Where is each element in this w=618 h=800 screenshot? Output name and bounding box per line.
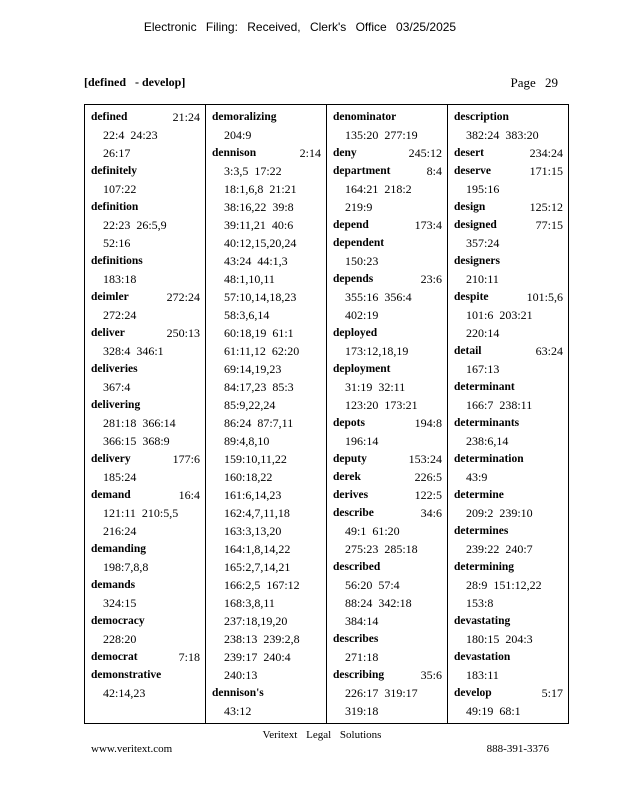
index-entry [454,144,563,162]
index-ref-line: 26:17 [103,146,131,160]
index-entry-head [454,558,563,576]
index-ref-inline: 63:24 [535,344,563,358]
index-ref-line: 355:16 356:4 [345,290,412,304]
index-ref-line: 198:7,8,8 [103,560,149,574]
index-entry-head [454,414,563,432]
index-column-4 [448,105,568,723]
index-entry-head [454,450,563,468]
index-term: dennison's [212,687,264,699]
index-term: despite [454,291,489,303]
index-entry [454,198,563,216]
index-ref-inline: 77:15 [535,218,563,232]
index-ref-line: 195:16 [466,182,500,196]
index-entry [333,450,442,468]
index-term: demand [91,489,131,501]
index-ref-line: 121:11 210:5,5 [103,506,179,520]
index-term: described [333,561,381,573]
footer-phone: 888-391-3376 [486,743,549,755]
index-entry-head [91,252,200,270]
index-ref-line: 42:14,23 [103,686,146,700]
index-ref-line: 107:22 [103,182,137,196]
index-entry-head [333,450,442,468]
index-ref-line: 328:4 346:1 [103,344,164,358]
index-entry [454,252,563,288]
index-ref-line: 38:16,22 39:8 [224,200,294,214]
index-ref-line: 61:11,12 62:20 [224,344,300,358]
index-term: defined [91,111,128,123]
index-ref-line: 210:11 [466,272,499,286]
index-entry [91,252,200,288]
index-entry [91,486,200,540]
index-entry [91,360,200,396]
index-ref-line: 165:2,7,14,21 [224,560,291,574]
index-ref-line: 88:24 342:18 [345,596,412,610]
index-entry [91,162,200,198]
index-entry [454,450,563,486]
index-ref-line: 153:8 [466,596,494,610]
index-term: democracy [91,615,145,627]
index-entry-head [91,396,200,414]
index-ref-line: 89:4,8,10 [224,434,270,448]
index-entry-head [333,630,442,648]
index-term: delivery [91,453,131,465]
index-term: demoralizing [212,111,277,123]
index-ref-line: 239:22 240:7 [466,542,533,556]
index-term: definitely [91,165,137,177]
index-entry [454,378,563,414]
index-ref-inline: 35:6 [420,668,442,682]
index-term: depends [333,273,374,285]
index-ref-line: 402:19 [345,308,379,322]
index-ref-line: 366:15 368:9 [103,434,170,448]
index-term: desert [454,147,485,159]
index-entry [91,666,200,702]
index-ref-line: 216:24 [103,524,137,538]
index-entry [454,108,563,144]
index-entry [333,630,442,666]
index-entry-head [454,288,563,306]
index-ref-line: 161:6,14,23 [224,488,282,502]
index-term: determination [454,453,524,465]
index-term: department [333,165,391,177]
index-entry [91,576,200,612]
index-ref-inline: 173:4 [414,218,442,232]
index-ref-line: 226:17 319:17 [345,686,418,700]
index-ref-line: 240:13 [224,668,258,682]
index-ref-line: 18:1,6,8 21:21 [224,182,297,196]
index-ref-line: 183:18 [103,272,137,286]
index-ref-line: 163:3,13,20 [224,524,282,538]
index-ref-line: 185:24 [103,470,137,484]
index-entry-head [454,198,563,216]
index-entry-head [454,216,563,234]
index-ref-line: 281:18 366:14 [103,416,176,430]
index-entry [333,216,442,234]
index-ref-line: 57:10,14,18,23 [224,290,297,304]
index-entry-head [454,522,563,540]
index-entry [91,324,200,360]
index-entry-head [91,360,200,378]
index-term: determinants [454,417,520,429]
index-term: deserve [454,165,492,177]
index-entry-head [454,342,563,360]
index-ref-line: 22:23 26:5,9 [103,218,167,232]
index-ref-line: 228:20 [103,632,137,646]
index-ref-inline: 101:5,6 [526,290,563,304]
index-ref-line: 173:12,18,19 [345,344,409,358]
index-column-1 [85,105,206,723]
index-ref-inline: 16:4 [178,488,200,502]
index-term: deny [333,147,357,159]
index-entry [91,612,200,648]
index-term: determining [454,561,515,573]
index-term: definition [91,201,139,213]
index-entry-head [91,108,200,126]
index-entry-head [333,666,442,684]
index-term: describes [333,633,379,645]
index-term: demonstrative [91,669,162,681]
index-ref-inline: 34:6 [420,506,442,520]
index-ref-line: 101:6 203:21 [466,308,533,322]
index-entry [333,414,442,450]
index-ref-line: 85:9,22,24 [224,398,276,412]
index-term: demanding [91,543,146,555]
index-ref-line: 196:14 [345,434,379,448]
index-ref-line: 272:24 [103,308,137,322]
index-entry [333,144,442,162]
index-entry [333,558,442,630]
index-entry [333,504,442,558]
index-term: derek [333,471,361,483]
index-entry-head [91,666,200,684]
index-entry-head [454,144,563,162]
index-entry-head [454,378,563,396]
index-term: derives [333,489,369,501]
index-entry [454,288,563,342]
index-ref-line: 31:19 32:11 [345,380,406,394]
index-term: devastating [454,615,511,627]
index-entry-head [333,216,442,234]
index-entry [454,342,563,378]
index-entry-head [333,144,442,162]
index-entry-head [333,486,442,504]
index-entry [91,198,200,252]
index-entry-head [454,252,563,270]
index-entry-head [333,234,442,252]
index-entry [454,162,563,198]
index-term: deployed [333,327,378,339]
index-ref-line: 219:9 [345,200,373,214]
index-ref-line: 162:4,7,11,18 [224,506,290,520]
index-term: describing [333,669,385,681]
index-ref-line: 159:10,11,22 [224,452,287,466]
index-term: dennison [212,147,257,159]
index-ref-line: 183:11 [466,668,499,682]
index-ref-line: 52:16 [103,236,131,250]
index-ref-line: 238:13 239:2,8 [224,632,300,646]
index-entry [454,522,563,558]
index-term: determines [454,525,509,537]
index-entry [333,360,442,414]
index-ref-line: 180:15 204:3 [466,632,533,646]
index-entry-head [333,324,442,342]
index-term: definitions [91,255,143,267]
index-ref-line: 239:17 240:4 [224,650,291,664]
index-entry [333,234,442,270]
index-entry [91,648,200,666]
page-number: Page 29 [510,75,558,90]
index-ref-line: 135:20 277:19 [345,128,418,142]
index-ref-line: 319:18 [345,704,379,718]
index-entry-head [91,450,200,468]
index-term: dependent [333,237,385,249]
index-term: designers [454,255,500,267]
index-entry-head [333,414,442,432]
index-ref-line: 166:7 238:11 [466,398,533,412]
index-entry [91,396,200,450]
index-ref-inline: 2:14 [299,146,321,160]
index-ref-line: 49:1 61:20 [345,524,400,538]
index-ref-line: 43:9 [466,470,488,484]
index-entry [454,486,563,522]
index-ref-line: 357:24 [466,236,500,250]
index-ref-line: 237:18,19,20 [224,614,288,628]
index-ref-line: 43:24 44:1,3 [224,254,288,268]
index-ref-line: 209:2 239:10 [466,506,533,520]
index-term: deputy [333,453,367,465]
index-entry-head [91,486,200,504]
index-ref-line: 48:1,10,11 [224,272,275,286]
index-entry-head [454,612,563,630]
index-ref-line: 69:14,19,23 [224,362,282,376]
index-entry-head [454,684,563,702]
index-entry-head [91,288,200,306]
index-entry [333,324,442,360]
index-ref-inline: 245:12 [408,146,442,160]
index-ref-line: 43:12 [224,704,252,718]
index-term: deimler [91,291,129,303]
footer-website: www.veritext.com [91,743,173,755]
index-ref-line: 39:11,21 40:6 [224,218,294,232]
index-ref-line: 84:17,23 85:3 [224,380,294,394]
index-ref-inline: 122:5 [414,488,442,502]
index-ref-inline: 7:18 [178,650,200,664]
index-entry [91,288,200,324]
index-entry-head [333,360,442,378]
index-term: democrat [91,651,138,663]
index-entry-head [91,648,200,666]
index-entry [454,216,563,252]
index-ref-inline: 194:8 [414,416,442,430]
index-entry [333,468,442,486]
index-entry-head [333,558,442,576]
index-ref-line: 123:20 173:21 [345,398,418,412]
index-ref-line: 167:13 [466,362,500,376]
index-ref-line: 271:18 [345,650,379,664]
index-entry [454,414,563,450]
index-ref-line: 160:18,22 [224,470,273,484]
index-entry-head [454,486,563,504]
index-ref-line: 168:3,8,11 [224,596,275,610]
index-entry-head [333,108,442,126]
index-term: detail [454,345,482,357]
index-entry-head [454,108,563,126]
index-ref-inline: 125:12 [529,200,563,214]
index-entry-head [454,162,563,180]
index-ref-line: 382:24 383:20 [466,128,539,142]
index-term: determine [454,489,504,501]
index-term: description [454,111,509,123]
index-term: deployment [333,363,391,375]
index-entry-head [91,576,200,594]
index-entry [454,684,563,720]
index-entry [333,270,442,324]
index-entry [333,486,442,504]
index-entry [454,558,563,612]
index-ref-line: 384:14 [345,614,379,628]
index-term: demands [91,579,136,591]
index-ref-line: 56:20 57:4 [345,578,400,592]
index-ref-inline: 8:4 [426,164,442,178]
index-entry-head [212,144,321,162]
index-entry [91,450,200,486]
index-ref-line: 60:18,19 61:1 [224,326,294,340]
index-ref-line: 324:15 [103,596,137,610]
index-ref-line: 164:1,8,14,22 [224,542,291,556]
index-ref-line: 28:9 151:12,22 [466,578,542,592]
index-entry-head [91,162,200,180]
index-term: design [454,201,486,213]
index-entry-head [91,612,200,630]
index-entry-head [333,504,442,522]
index-entry [91,108,200,162]
index-entry [333,162,442,216]
index-ref-inline: 21:24 [172,110,200,124]
index-term: develop [454,687,492,699]
index-entry [333,666,442,720]
index-ref-inline: 250:13 [166,326,200,340]
index-ref-inline: 5:17 [541,686,563,700]
index-ref-inline: 153:24 [408,452,442,466]
index-entry-head [212,684,321,702]
index-term: deliver [91,327,125,339]
index-ref-inline: 23:6 [420,272,442,286]
index-ref-line: 22:4 24:23 [103,128,158,142]
index-entry [454,648,563,684]
index-term: determinant [454,381,515,393]
index-entry [333,108,442,144]
index-entry-head [91,324,200,342]
index-term: devastation [454,651,511,663]
index-ref-line: 3:3,5 17:22 [224,164,282,178]
index-table [84,104,569,724]
index-entry-head [212,108,321,126]
index-term: designed [454,219,497,231]
index-entry-head [333,468,442,486]
index-term: depots [333,417,365,429]
index-term: deliveries [91,363,138,375]
index-ref-line: 58:3,6,14 [224,308,270,322]
index-ref-line: 220:14 [466,326,500,340]
index-entry-head [91,540,200,558]
filing-stamp: Electronic Filing: Received, Clerk's Office 03/25/2025 [143,20,457,34]
index-entry [212,108,321,144]
index-entry-head [333,270,442,288]
index-ref-line: 164:21 218:2 [345,182,412,196]
footer-company: Veritext Legal Solutions [262,729,382,741]
index-entry [91,540,200,576]
index-ref-line: 49:19 68:1 [466,704,521,718]
index-ref-inline: 226:5 [414,470,442,484]
index-column-2 [206,105,327,723]
index-ref-line: 40:12,15,20,24 [224,236,297,250]
index-ref-inline: 171:15 [529,164,563,178]
index-ref-line: 150:23 [345,254,379,268]
index-entry [212,144,321,684]
index-ref-line: 86:24 87:7,11 [224,416,294,430]
index-term: denominator [333,111,397,123]
index-entry [454,612,563,648]
index-term: describe [333,507,374,519]
index-entry-head [333,162,442,180]
index-ref-inline: 272:24 [166,290,200,304]
index-ref-line: 238:6,14 [466,434,509,448]
index-term: depend [333,219,369,231]
index-entry-head [91,198,200,216]
index-ref-line: 367:4 [103,380,131,394]
index-entry-head [454,648,563,666]
index-ref-line: 166:2,5 167:12 [224,578,300,592]
index-term: delivering [91,399,141,411]
index-column-3 [327,105,448,723]
index-entry [212,684,321,720]
index-ref-inline: 234:24 [529,146,563,160]
index-ref-line: 204:9 [224,128,252,142]
index-ref-inline: 177:6 [172,452,200,466]
index-ref-line: 275:23 285:18 [345,542,418,556]
page-range: [defined - develop] [84,75,186,89]
